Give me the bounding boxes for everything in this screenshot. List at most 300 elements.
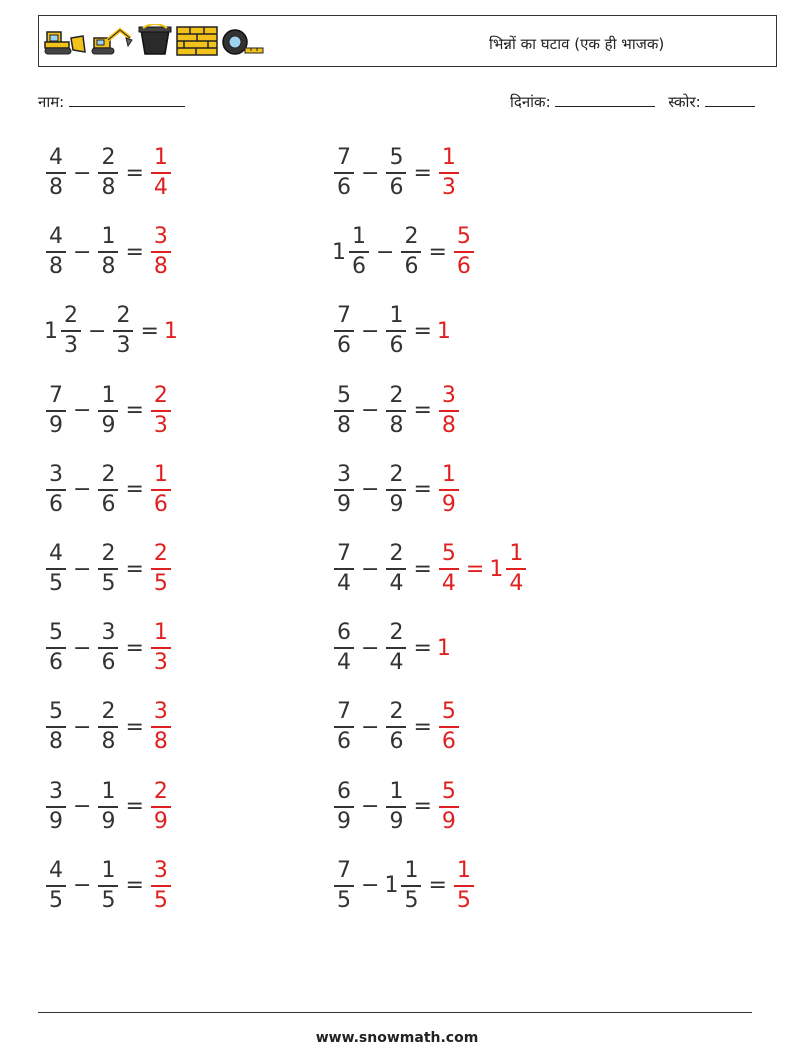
answer-denominator: 6 [441, 729, 456, 755]
minuend [332, 701, 356, 753]
subtrahend-fraction [98, 701, 118, 753]
answer-numerator: 2 [153, 541, 168, 566]
problem-item [332, 697, 461, 757]
bucket-icon [137, 24, 173, 56]
equals-sign: = [413, 477, 432, 503]
subtrahend-numerator: 2 [389, 699, 404, 725]
answer-numerator: 3 [153, 857, 168, 883]
worksheet-title: भिन्नों का घटाव (एक ही भाजक) [489, 35, 665, 53]
answer [437, 701, 461, 753]
minuend [332, 543, 356, 595]
date-label: दिनांक: [510, 93, 551, 111]
minus-sign: − [73, 714, 92, 740]
answer-numerator: 1 [441, 145, 456, 170]
answer-fraction [151, 701, 171, 753]
answer-fraction [151, 147, 171, 199]
answer [149, 543, 173, 595]
minuend-numerator: 7 [337, 145, 351, 170]
minuend-denominator: 6 [337, 729, 351, 755]
minuend-numerator: 2 [64, 303, 78, 329]
subtrahend-numerator: 1 [101, 382, 116, 408]
problem-item [332, 143, 461, 203]
problem-item [332, 222, 476, 282]
minuend-fraction [46, 622, 66, 674]
answer-fraction [151, 778, 171, 834]
answer [149, 226, 173, 278]
subtrahend-numerator: 1 [389, 303, 404, 329]
minuend-denominator: 9 [49, 412, 63, 438]
equals-sign: = [125, 398, 144, 424]
minus-sign: − [376, 239, 395, 265]
minuend-numerator: 7 [337, 857, 351, 883]
minuend-fraction [334, 382, 354, 438]
answer-fraction [151, 622, 171, 674]
problem-item [44, 301, 179, 361]
subtrahend [96, 857, 120, 913]
name-field[interactable] [38, 92, 185, 112]
subtrahend-fraction [386, 147, 406, 199]
minuend-numerator: 3 [49, 778, 63, 804]
subtrahend-denominator: 8 [389, 412, 404, 438]
minuend-fraction [46, 543, 66, 595]
subtrahend-numerator: 2 [389, 461, 404, 487]
minuend-fraction [334, 461, 354, 517]
subtrahend [384, 305, 408, 357]
answer [452, 226, 476, 278]
minuend-denominator: 6 [337, 333, 351, 359]
subtrahend-fraction [386, 622, 406, 674]
minus-sign: − [73, 556, 92, 582]
minuend-numerator: 4 [49, 145, 63, 170]
date-blank[interactable] [555, 92, 655, 107]
answer-numerator: 5 [456, 224, 471, 250]
equals-sign: = [125, 477, 144, 503]
answer-numerator: 1 [509, 541, 524, 566]
minus-sign: − [73, 398, 92, 424]
answer-numerator: 3 [153, 699, 168, 725]
subtrahend-fraction [98, 622, 118, 674]
subtrahend [384, 147, 408, 199]
minuend-fraction [46, 461, 66, 517]
subtrahend-denominator: 9 [101, 412, 116, 438]
answer-fraction [151, 226, 171, 278]
header-icons [43, 24, 265, 56]
subtrahend-fraction [113, 305, 133, 357]
equals-sign: = [125, 239, 144, 265]
answer-denominator: 6 [456, 254, 471, 280]
worksheet-header [38, 15, 777, 67]
subtrahend-denominator: 6 [389, 175, 404, 200]
answer [437, 636, 452, 661]
subtrahend-denominator: 9 [389, 808, 404, 834]
tape-measure-icon [221, 26, 265, 56]
minuend-numerator: 7 [49, 382, 63, 408]
minus-sign: − [361, 318, 380, 344]
minuend [44, 147, 68, 199]
equals-sign: = [125, 714, 144, 740]
minus-sign: − [361, 714, 380, 740]
subtrahend [96, 147, 120, 199]
equals-sign: = [428, 239, 447, 265]
minuend-numerator: 7 [337, 303, 351, 329]
problem-item [44, 222, 173, 282]
minuend-denominator: 9 [337, 491, 351, 517]
minuend-fraction [46, 857, 66, 913]
subtrahend [384, 382, 408, 438]
minuend [332, 305, 356, 357]
minuend-denominator: 5 [337, 887, 351, 913]
subtrahend-fraction [98, 543, 118, 595]
answer-fraction [151, 382, 171, 438]
answer-numerator: 1 [153, 145, 168, 170]
answer-numerator: 2 [153, 778, 168, 804]
footer-divider [38, 1012, 752, 1013]
answer-denominator: 3 [153, 650, 168, 676]
subtrahend-denominator: 5 [101, 887, 116, 913]
equals-sign: = [413, 794, 432, 820]
minuend-denominator: 5 [49, 887, 63, 913]
answer [452, 857, 476, 913]
answer-whole: 1 [436, 635, 451, 661]
subtrahend-fraction [98, 461, 118, 517]
subtrahend [96, 461, 120, 517]
minuend-denominator: 8 [49, 175, 63, 200]
minus-sign: − [361, 160, 380, 186]
answer-numerator: 5 [441, 699, 456, 725]
minuend-fraction [334, 857, 354, 913]
minuend-numerator: 1 [352, 224, 366, 250]
bulldozer-icon [43, 26, 87, 56]
problem-item [332, 777, 461, 837]
minuend-denominator: 3 [64, 333, 78, 359]
minuend [44, 543, 68, 595]
subtrahend-fraction [386, 778, 406, 834]
answer-numerator: 1 [456, 857, 471, 883]
equals-sign: = [413, 398, 432, 424]
answer-equals-sign: = [465, 556, 485, 582]
subtrahend-fraction [98, 778, 118, 834]
problem-item [332, 301, 452, 361]
equals-sign: = [140, 318, 159, 344]
problem-item [44, 460, 173, 520]
minuend-numerator: 4 [49, 541, 63, 566]
answer-denominator: 3 [441, 175, 456, 200]
subtrahend [384, 701, 408, 753]
minuend-denominator: 8 [49, 729, 63, 755]
subtrahend [96, 701, 120, 753]
minuend-fraction [46, 701, 66, 753]
minuend [44, 461, 68, 517]
answer-denominator: 8 [153, 729, 168, 755]
minuend-fraction [334, 147, 354, 199]
answer-fraction [439, 543, 459, 595]
score-label: स्कोर: [668, 93, 701, 111]
score-blank[interactable] [705, 92, 755, 107]
answer-fraction [454, 226, 474, 278]
answer-fraction [151, 461, 171, 517]
answer [489, 543, 528, 595]
minuend-numerator: 6 [337, 620, 351, 646]
answer [437, 543, 461, 595]
minuend [332, 622, 356, 674]
minuend-numerator: 7 [337, 541, 351, 566]
subtrahend-numerator: 2 [389, 382, 404, 408]
answer [437, 147, 461, 199]
answer [437, 778, 461, 834]
minuend [332, 147, 356, 199]
subtrahend-fraction [386, 382, 406, 438]
equals-sign: = [413, 714, 432, 740]
minus-sign: − [88, 318, 107, 344]
subtrahend-denominator: 9 [389, 491, 404, 517]
subtrahend-numerator: 2 [101, 699, 116, 725]
answer-numerator: 2 [153, 382, 168, 408]
problem-item [44, 143, 173, 203]
subtrahend-fraction [386, 461, 406, 517]
answer-numerator: 1 [153, 620, 168, 646]
minus-sign: − [361, 794, 380, 820]
answer-fraction [439, 382, 459, 438]
subtrahend-denominator: 6 [101, 650, 116, 676]
subtrahend [96, 622, 120, 674]
minuend-fraction [334, 622, 354, 674]
minuend-denominator: 8 [49, 254, 63, 280]
minuend-fraction [46, 778, 66, 834]
answer-fraction [439, 461, 459, 517]
subtrahend-denominator: 9 [101, 808, 116, 834]
answer-fraction [439, 701, 459, 753]
minus-sign: − [73, 239, 92, 265]
subtrahend-fraction [386, 543, 406, 595]
subtrahend-numerator: 2 [101, 541, 116, 566]
minuend [332, 778, 356, 834]
subtrahend-numerator: 3 [101, 620, 116, 646]
answer [149, 147, 173, 199]
subtrahend-numerator: 2 [101, 145, 116, 170]
minus-sign: − [73, 794, 92, 820]
minuend-numerator: 4 [49, 224, 63, 250]
answer-numerator: 5 [441, 541, 456, 566]
minuend [332, 461, 356, 517]
subtrahend-denominator: 6 [101, 491, 116, 517]
minuend-numerator: 5 [337, 382, 351, 408]
minuend [44, 701, 68, 753]
equals-sign: = [125, 794, 144, 820]
answer-fraction [151, 857, 171, 913]
answer [149, 382, 173, 438]
subtrahend-denominator: 4 [389, 571, 404, 596]
subtrahend [111, 305, 135, 357]
minus-sign: − [73, 477, 92, 503]
equals-sign: = [125, 160, 144, 186]
minuend [332, 382, 356, 438]
answer-whole: 1 [163, 318, 178, 344]
answer-fraction [506, 543, 526, 595]
answer-numerator: 5 [441, 778, 456, 804]
equals-sign: = [125, 635, 144, 661]
subtrahend [384, 543, 408, 595]
answer-numerator: 3 [441, 382, 456, 408]
subtrahend-numerator: 5 [389, 145, 404, 170]
problem-item [44, 697, 173, 757]
minus-sign: − [361, 873, 380, 899]
minuend-fraction [46, 382, 66, 438]
subtrahend [384, 622, 408, 674]
answer-numerator: 1 [153, 461, 168, 487]
subtrahend-fraction [98, 147, 118, 199]
equals-sign: = [125, 556, 144, 582]
equals-sign: = [413, 556, 432, 582]
minuend [44, 857, 68, 913]
subtrahend [96, 543, 120, 595]
minuend-fraction [61, 305, 81, 357]
minuend [44, 226, 68, 278]
problem-item [332, 856, 476, 916]
minus-sign: − [361, 398, 380, 424]
subtrahend-denominator: 6 [389, 729, 404, 755]
subtrahend-denominator: 5 [404, 887, 419, 913]
subtrahend-fraction [401, 857, 421, 913]
minus-sign: − [361, 556, 380, 582]
answer [437, 319, 452, 344]
equals-sign: = [428, 873, 447, 899]
answer-denominator: 9 [153, 808, 168, 834]
subtrahend-denominator: 8 [101, 729, 116, 755]
problem-item [332, 381, 461, 441]
minuend-denominator: 6 [337, 175, 351, 200]
minuend-denominator: 6 [49, 650, 63, 676]
subtrahend [96, 382, 120, 438]
problem-item [44, 381, 173, 441]
subtrahend-fraction [98, 857, 118, 913]
subtrahend-fraction [401, 226, 421, 278]
answer-denominator: 9 [441, 808, 456, 834]
answer-fraction [151, 543, 171, 595]
subtrahend-numerator: 1 [101, 224, 116, 250]
subtrahend-denominator: 6 [389, 333, 404, 359]
minus-sign: − [73, 635, 92, 661]
equals-sign: = [413, 635, 432, 661]
answer-denominator: 8 [153, 254, 168, 280]
answer-fraction [439, 778, 459, 834]
answer-fraction [454, 857, 474, 913]
subtrahend [399, 226, 423, 278]
subtrahend-numerator: 2 [404, 224, 419, 250]
problem-item [44, 539, 173, 599]
subtrahend [384, 461, 408, 517]
minuend-numerator: 6 [337, 778, 351, 804]
minus-sign: − [73, 873, 92, 899]
subtrahend-denominator: 3 [116, 333, 131, 359]
minuend-fraction [46, 147, 66, 199]
answer-denominator: 5 [153, 887, 168, 913]
minuend-numerator: 3 [337, 461, 351, 487]
subtrahend [96, 778, 120, 834]
minuend-numerator: 5 [49, 699, 63, 725]
minuend [332, 226, 371, 278]
answer [437, 461, 461, 517]
answer-denominator: 4 [441, 571, 456, 596]
minuend-fraction [46, 226, 66, 278]
answer [437, 382, 461, 438]
minuend-denominator: 6 [352, 254, 366, 280]
minuend-denominator: 4 [337, 650, 351, 676]
minuend [44, 382, 68, 438]
minuend [44, 778, 68, 834]
answer-denominator: 5 [456, 887, 471, 913]
minuend-numerator: 7 [337, 699, 351, 725]
minuend-fraction [349, 226, 369, 278]
minus-sign: − [361, 635, 380, 661]
equals-sign: = [413, 318, 432, 344]
minuend-denominator: 9 [337, 808, 351, 834]
subtrahend-numerator: 1 [389, 778, 404, 804]
answer-numerator: 1 [441, 461, 456, 487]
answer-denominator: 6 [153, 491, 168, 517]
subtrahend-numerator: 1 [101, 778, 116, 804]
subtrahend-denominator: 5 [101, 571, 116, 596]
minuend [44, 622, 68, 674]
subtrahend-denominator: 6 [404, 254, 419, 280]
minuend-numerator: 5 [49, 620, 63, 646]
problem-item [332, 618, 452, 678]
answer-denominator: 3 [153, 412, 168, 438]
answer-whole: 1 [489, 556, 504, 582]
answer-numerator: 3 [153, 224, 168, 250]
problem-item [44, 777, 173, 837]
answer [149, 701, 173, 753]
minuend-denominator: 5 [49, 571, 63, 596]
minuend-numerator: 4 [49, 857, 63, 883]
minuend-fraction [334, 543, 354, 595]
subtrahend-numerator: 1 [101, 857, 116, 883]
answer [149, 461, 173, 517]
equals-sign: = [125, 873, 144, 899]
name-blank[interactable] [69, 92, 185, 107]
subtrahend-fraction [386, 701, 406, 753]
answer-whole: 1 [436, 318, 451, 344]
answer [149, 857, 173, 913]
problem-item [44, 856, 173, 916]
subtrahend-fraction [98, 382, 118, 438]
subtrahend [384, 778, 408, 834]
minuend-denominator: 4 [337, 571, 351, 596]
subtrahend-numerator: 2 [389, 620, 404, 646]
subtrahend-denominator: 8 [101, 254, 116, 280]
minuend-whole: 1 [44, 318, 58, 344]
minuend-denominator: 9 [49, 808, 63, 834]
subtrahend-numerator: 2 [389, 541, 404, 566]
subtrahend-fraction [386, 305, 406, 357]
answer-denominator: 4 [509, 571, 524, 596]
subtrahend-fraction [98, 226, 118, 278]
equals-sign: = [413, 160, 432, 186]
subtrahend [384, 857, 423, 913]
problem-item [44, 618, 173, 678]
answer [149, 622, 173, 674]
excavator-icon [90, 26, 134, 56]
footer-url: www.snowmath.com [315, 1030, 479, 1046]
brick-wall-icon [176, 26, 218, 56]
answer-denominator: 9 [441, 491, 456, 517]
subtrahend-whole: 1 [384, 873, 399, 899]
answer-denominator: 5 [153, 571, 168, 596]
minuend-fraction [334, 701, 354, 753]
subtrahend-denominator: 4 [389, 650, 404, 676]
date-score-field[interactable] [510, 92, 755, 112]
problem-item [332, 460, 461, 520]
answer-denominator: 4 [153, 175, 168, 200]
